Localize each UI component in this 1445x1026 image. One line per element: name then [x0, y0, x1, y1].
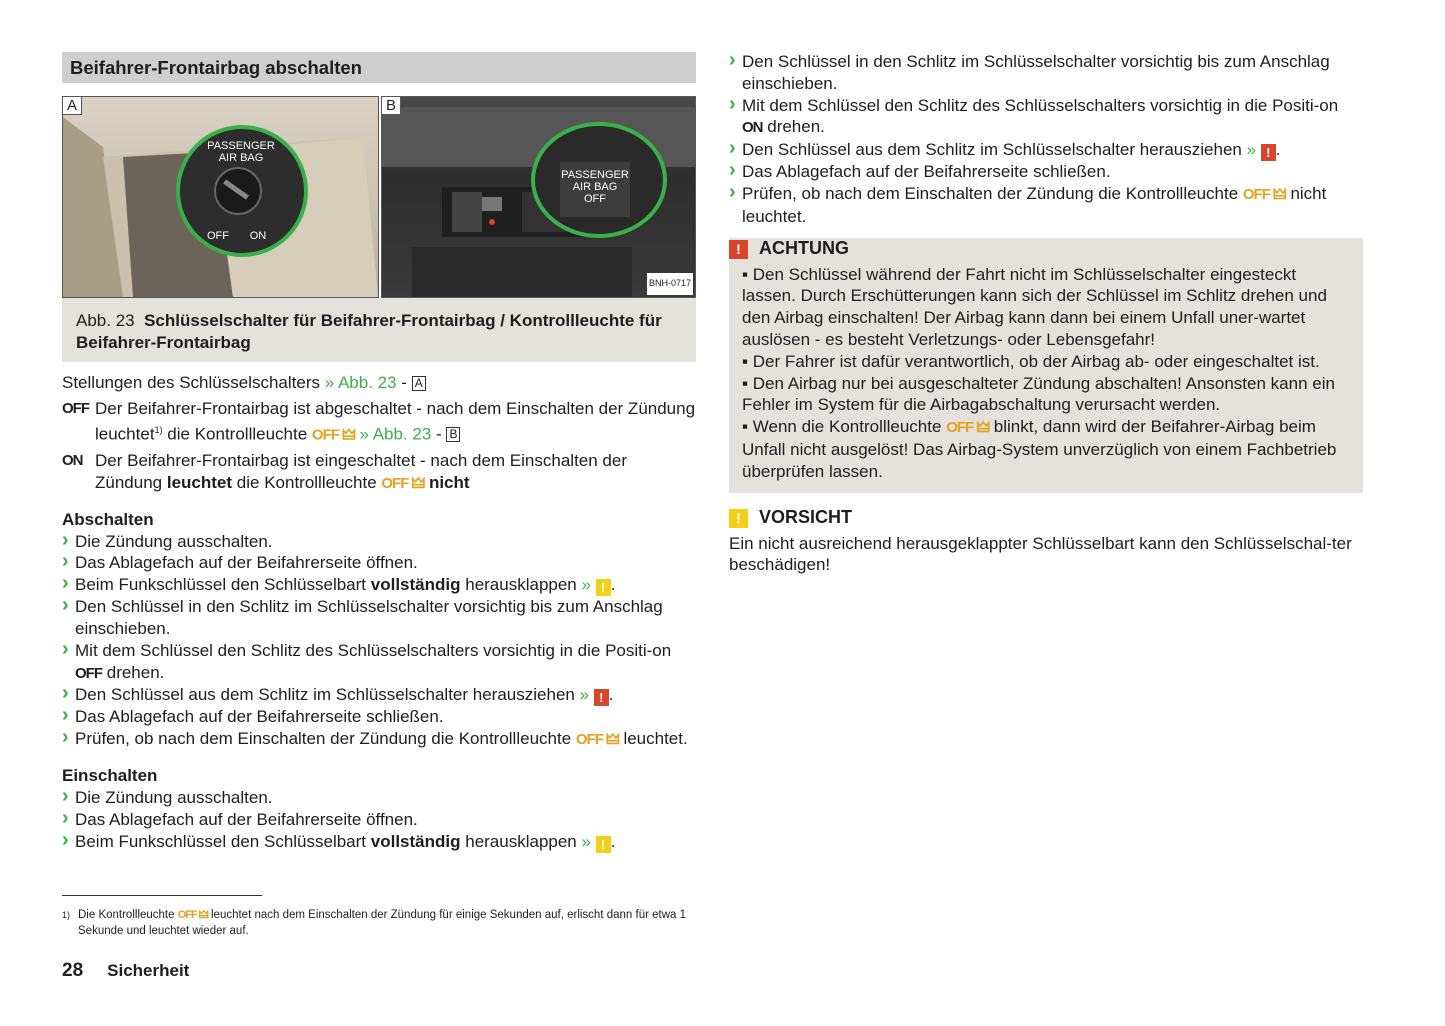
position-on-row: ON Der Beifahrer-Frontairbag ist eingeschaltet - nach dem Einschalten der Zündung leuchtet die Kontrollleuchte OFF 🜲 nicht [62, 450, 696, 495]
position-a-box: A [412, 376, 426, 391]
caution-ref-link[interactable]: » [581, 575, 591, 595]
warning-ref-link[interactable]: » [579, 685, 590, 705]
warning-icon: ! [594, 689, 609, 706]
warning-paragraph: ▪ Den Airbag nur bei ausgeschalteter Zündung abschalten! Ansonsten kann ein Fehler im System für die Airbagabschaltung verursacht werden. [742, 373, 1335, 415]
warning-box [729, 238, 1363, 493]
warning-ref-link[interactable]: » [1246, 140, 1257, 160]
section-title: Beifahrer-Frontairbag abschalten [62, 52, 696, 83]
mag-b-line1: PASSENGER [561, 169, 629, 181]
list-item: › Den Schlüssel aus dem Schlitz im Schlüsselschalter herausziehen » ! . [62, 684, 696, 706]
abschalten-heading: Abschalten [62, 509, 154, 529]
mag-a-line1: PASSENGER [207, 140, 275, 152]
einschalten-heading: Einschalten [62, 766, 158, 786]
caution-ref-link[interactable]: » [581, 831, 591, 851]
list-item: › Das Ablagefach auf der Beifahrerseite öffnen. [62, 552, 696, 574]
off-position-glyph: OFF [75, 664, 102, 682]
footnote: 1) Die Kontrollleuchte OFF 🜲 leuchtet nach dem Einschalten der Zündung für einige Sekunden auf, erlischt dann für etwa 1 Sekunde und leuchtet wieder auf. [62, 909, 686, 937]
right-column [729, 51, 1363, 576]
list-item: › Den Schlüssel in den Schlitz im Schlüsselschalter vorsichtig bis zum Anschlag einschieben. [729, 51, 1363, 95]
panel-b-label: B [382, 97, 401, 115]
caution-title: VORSICHT [759, 507, 853, 528]
list-item: › Die Zündung ausschalten. [62, 531, 696, 553]
page-footer [62, 960, 189, 982]
warning-title: ACHTUNG [759, 238, 849, 259]
caption-text: Schlüsselschalter für Beifahrer-Frontairbag / Kontrollleuchte für Beifahrer-Frontairbag [76, 311, 662, 352]
footnote-ref[interactable]: 1) [154, 424, 163, 435]
warning-header [729, 238, 1363, 261]
position-off-row: OFF Der Beifahrer-Frontairbag ist abgeschaltet - nach dem Einschalten der Zündung leuchtet$^{1)}$ die Kontrollleuchte OFF 🜲 » Abb. 23 - B [62, 398, 696, 446]
einschalten-steps-part1 [62, 787, 696, 853]
caution-box [729, 507, 1363, 577]
figure-caption [62, 298, 696, 362]
page-number: 28 [62, 960, 84, 981]
list-item: › Mit dem Schlüssel den Schlitz des Schlüsselschalters vorsichtig in die Positi-on OFF drehen. [62, 640, 696, 685]
list-item: › Beim Funkschlüssel den Schlüsselbart vollständig herausklappen » ! . [62, 574, 696, 596]
airbag-off-lamp-icon: OFF 🜲 [311, 426, 355, 444]
list-item: › Das Ablagefach auf der Beifahrerseite schließen. [729, 161, 1363, 183]
mag-a-line2: AIR BAG [218, 152, 264, 164]
caution-header [729, 507, 1363, 530]
position-b-box: B [446, 427, 460, 442]
airbag-off-lamp-icon: OFF 🜲 [177, 909, 208, 921]
caution-icon: ! [596, 579, 611, 596]
list-item: › Den Schlüssel aus dem Schlitz im Schlüsselschalter herausziehen » ! . [729, 139, 1363, 161]
list-item: › Mit dem Schlüssel den Schlitz des Schlüsselschalters vorsichtig in die Positi-on ON drehen. [729, 95, 1363, 140]
list-item: › Den Schlüssel in den Schlitz im Schlüsselschalter vorsichtig bis zum Anschlag einschieben. [62, 596, 696, 640]
warning-icon: ! [729, 240, 748, 259]
list-item: › Das Ablagefach auf der Beifahrerseite schließen. [62, 706, 696, 728]
mag-a-off: OFF [207, 230, 229, 242]
warning-paragraph: ▪ Den Schlüssel während der Fahrt nicht im Schlüsselschalter eingesteckt lassen. Durch Erschütterungen kann sich der Schlüssel im Schlitz drehen und den Airbag einschalten! Der Airbag kann dann bei einem Unfall uner-wartet auslösen - es besteht Verletzungs- oder Lebensgefahr! [742, 264, 1327, 349]
airbag-off-lamp-icon: OFF 🜲 [1242, 185, 1286, 203]
airbag-off-lamp-icon: OFF 🜲 [381, 474, 425, 492]
mag-a-on: ON [249, 230, 267, 242]
footnote-number: 1) [62, 910, 71, 920]
airbag-off-lamp-icon: OFF 🜲 [946, 419, 989, 437]
footnote-divider [62, 895, 262, 896]
warning-icon: ! [1261, 144, 1276, 161]
warning-paragraph: ▪ Wenn die Kontrollleuchte OFF 🜲 blinkt, dann wird der Beifahrer-Airbag beim Unfall nicht ausgelöst! Das Airbag-System unverzüglich von einem Fachbetrieb überprüfen lassen. [742, 417, 1337, 481]
caution-icon: ! [596, 836, 611, 853]
chapter-title: Sicherheit [107, 961, 190, 980]
on-position-glyph: ON [742, 119, 763, 137]
panel-a-label: A [63, 97, 82, 115]
off-position-glyph: OFF [62, 399, 89, 417]
mag-b-line3: OFF [584, 193, 606, 205]
image-code: BNH-0717 [647, 273, 693, 295]
list-item: › Prüfen, ob nach dem Einschalten der Zündung die Kontrollleuchte OFF 🜲 nicht leuchtet. [729, 183, 1363, 228]
figure-panel-a [62, 96, 379, 298]
list-item: › Prüfen, ob nach dem Einschalten der Zündung die Kontrollleuchte OFF 🜲 leuchtet. [62, 728, 696, 751]
figure-panel-b [381, 96, 696, 298]
figure-ref-link[interactable]: » Abb. 23 [324, 373, 397, 392]
mag-b-line2: AIR BAG [572, 181, 618, 193]
airbag-off-lamp-icon: OFF 🜲 [575, 731, 619, 749]
figure-ref-link[interactable]: » Abb. 23 [359, 424, 432, 444]
warning-paragraph: ▪ Der Fahrer ist dafür verantwortlich, ob der Airbag ab- oder eingeschaltet ist. [742, 351, 1320, 371]
caution-text: Ein nicht ausreichend herausgeklappter Schlüsselbart kann den Schlüsselschal-ter beschädigen! [729, 533, 1352, 575]
positions-intro: Stellungen des Schlüsselschalters » Abb. 23 - A [62, 372, 696, 394]
abschalten-steps [62, 531, 696, 751]
figure-abb-23 [62, 96, 696, 298]
list-item: › Beim Funkschlüssel den Schlüsselbart vollständig herausklappen » ! . [62, 831, 696, 853]
left-column [62, 52, 696, 853]
caption-number: Abb. 23 [76, 311, 135, 330]
einschalten-steps-part2 [729, 51, 1363, 228]
on-position-glyph: ON [62, 452, 83, 470]
list-item: › Die Zündung ausschalten. [62, 787, 696, 809]
list-item: › Das Ablagefach auf der Beifahrerseite öffnen. [62, 809, 696, 831]
caution-icon: ! [729, 509, 748, 528]
